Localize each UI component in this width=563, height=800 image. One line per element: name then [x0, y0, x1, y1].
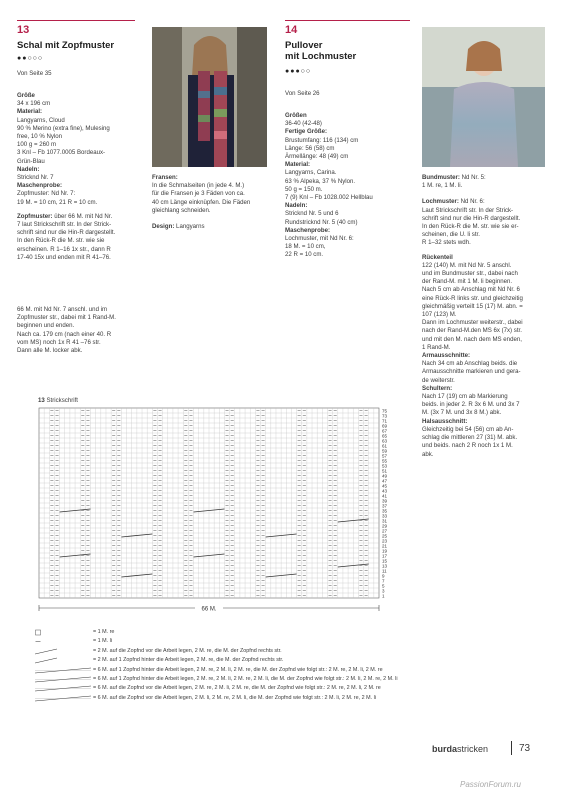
- pullover-photo-illustration: [422, 27, 545, 167]
- row-label: 5: [382, 583, 385, 589]
- legend-row: [35, 667, 383, 674]
- groesse-label: Größe: [17, 92, 35, 99]
- difficulty-rating: ●●○○○: [17, 55, 44, 62]
- legend-symbol-graphic: [35, 629, 93, 636]
- hals-text: Gleichzeitig bei 54 (56) cm ab An- schlag die mittleren 27 (31) M. abk. und beids. nach 2 R noch 1x 1 M. abk.: [422, 425, 518, 458]
- row-label: 35: [382, 508, 388, 514]
- footer-divider: [511, 741, 512, 755]
- material-value: Langyarns, Cloud 90 % Merino (extra fine), Mulesing free, 10 % Nylon 100 g = 260 m 3 Knl – Fb 1077.0005 Bordeaux- Grün-Blau: [17, 116, 110, 165]
- legend-text: = 2 M. auf die Zopfnd vor die Arbeit legen, 2 M. re, die M. der Zopfnd rechts str.: [93, 647, 282, 654]
- row-label: 63: [382, 438, 388, 444]
- schultern-text: Nach 17 (19) cm ab Markierung beids. in jeder 2. R 3x 6 M. und 3x 7 M. (3x 7 M. und 3x 8 M.) abk.: [422, 393, 520, 417]
- row-label: 25: [382, 533, 388, 539]
- pattern-title-14: Pullover mit Lochmuster: [285, 40, 357, 62]
- row-label: 1: [382, 593, 385, 599]
- legend-text: = 1 M. re: [93, 629, 115, 635]
- instructions-schal: [17, 92, 139, 262]
- legend-text: = 6 M. auf die Zopfnd vor die Arbeit legen, 2 M. li, 2 M. re, 2 M. li, die M. der Zopfnd wie folgt str.: 2 M. li, 2 M. re, 2 M. li: [93, 694, 376, 701]
- legend-symbol: [35, 648, 93, 655]
- maschenprobe-value: Zopfmuster: Nd Nr. 7: 19 M. = 10 cm, 21 R = 10 cm.: [17, 190, 98, 206]
- legend-row: [35, 638, 112, 645]
- nadeln-value: Stricknd Nr. 7: [17, 174, 54, 182]
- section-number-14: 14: [285, 24, 298, 36]
- row-label: 57: [382, 453, 388, 459]
- legend-symbol-graphic: [35, 648, 93, 655]
- legend-text: = 1 M. li: [93, 638, 113, 645]
- fransen-label: Fransen:: [152, 174, 178, 181]
- row-label: 49: [382, 473, 388, 479]
- page-reference: Von Seite 35: [17, 70, 52, 77]
- brand-logo: [432, 744, 488, 754]
- brand-light: stricken: [457, 744, 489, 754]
- width-label: 66 M.: [201, 606, 217, 613]
- section-number: 13: [17, 24, 30, 36]
- row-label: 13: [382, 563, 388, 569]
- fertige-label: Fertige Größe:: [285, 128, 327, 136]
- legend-symbol: [35, 695, 93, 702]
- legend-row: [35, 685, 381, 692]
- fertige-value: Brustumfang: 116 (134) cm Länge: 56 (58) cm Ärmellänge: 48 (49) cm: [285, 136, 359, 161]
- row-label: 7: [382, 578, 385, 584]
- groessen-label: Größen: [285, 112, 307, 119]
- row-label: 33: [382, 513, 388, 519]
- maschenprobe-value-14: Lochmuster, mit Nd Nr. 6: 18 M. = 10 cm, 22 R = 10 cm.: [285, 235, 354, 259]
- legend-symbol-graphic: [35, 667, 93, 674]
- page-number: 73: [519, 743, 531, 754]
- legend-symbol: [35, 657, 93, 664]
- row-label: 43: [382, 488, 388, 494]
- row-label: 53: [382, 463, 388, 469]
- fransen-text: In die Schmalseiten (in jede 4. M.) für die Fransen je 3 Fäden von ca. 40 cm Länge einknüpfen. Die Fäden gleichlang schneiden.: [152, 182, 251, 214]
- zopf-label: Zopfmuster:: [17, 212, 53, 220]
- hals-label: Halsausschnitt:: [422, 417, 468, 425]
- material-value-14: Langyarns, Carina. 63 % Alpeka, 37 % Nylon. 50 g = 150 m. 7 (9) Knl – Fb 1028.002 Hellblau: [285, 169, 373, 202]
- chart-number: 13: [38, 397, 45, 404]
- bund-label: Bundmuster:: [422, 174, 460, 181]
- design-label: Design:: [152, 223, 175, 231]
- row-label: 15: [382, 558, 388, 564]
- brand-bold: burda: [432, 744, 458, 754]
- nadeln-value-14: Stricknd Nr. 5 und 6 Rundstricknd Nr. 5 (40 cm): [285, 210, 358, 226]
- groessen-value: 36-40 (42-48): [285, 120, 322, 128]
- section-rule-14: [285, 20, 410, 21]
- row-label: 23: [382, 538, 388, 544]
- legend-symbol: [35, 638, 93, 645]
- row-label: 55: [382, 458, 388, 464]
- legend-symbol: [35, 629, 93, 636]
- photo-pullover: [422, 27, 545, 167]
- legend-symbol: [35, 685, 93, 692]
- row-label: 39: [382, 498, 388, 504]
- row-label: 45: [382, 483, 388, 489]
- row-label: 11: [382, 568, 387, 574]
- difficulty-rating-14: ●●●○○: [285, 68, 312, 75]
- legend-row: [35, 676, 398, 683]
- legend-row: [35, 629, 114, 636]
- legend-symbol-graphic: [35, 685, 93, 692]
- watermark: PassionForum.ru: [460, 780, 521, 789]
- row-label: 29: [382, 523, 388, 529]
- legend-text: = 6 M. auf die Zopfnd vor die Arbeit legen, 2 M. re, 2 M. li, 2 M. re, die M. der Zopfnd wie folgt str.: 2 M. re, 2 M. li, 2 M. re: [93, 685, 381, 692]
- legend-text: = 6 M. auf 1 Zopfnd hinter die Arbeit legen, 2 M. re, 2 M. li, 2 M. re, 2 M. li, die M. der Zopfnd wie folgt str.: 2 M. li, 2 M. re, 2 M. li: [93, 676, 398, 682]
- arm-text: Nach 34 cm ab Anschlag beids. die Armausschnitte markieren und gera- de weiterstr.: [422, 360, 521, 384]
- row-label: 65: [382, 433, 388, 439]
- legend-text: = 6 M. auf 1 Zopfnd hinter die Arbeit legen, 2 M. re, 2 M. li, 2 M. re, die M. der Zopfnd wie folgt str.: 2 M. re, 2 M. li, 2 M. re: [93, 666, 383, 673]
- design-value: Langyarns: [174, 223, 205, 231]
- arm-label: Armausschnitte:: [422, 352, 471, 360]
- legend-row: [35, 648, 282, 655]
- row-label: 21: [382, 543, 388, 549]
- legend-text: = 2 M. auf 1 Zopfnd hinter die Arbeit legen, 2 M. re, die M. der Zopfnd rechts str.: [93, 657, 284, 664]
- fransen-block: [152, 174, 277, 231]
- scarf-photo-illustration: [152, 27, 267, 167]
- loch-label: Lochmuster:: [422, 198, 459, 206]
- legend-symbol: [35, 667, 93, 674]
- bund-text: Nd Nr. 5: 1 M. re, 1 M. li.: [422, 174, 486, 190]
- legend-row: [35, 657, 283, 664]
- material-label-14: Material:: [285, 161, 311, 169]
- chart-label: Strickschrift: [46, 397, 78, 404]
- row-label: 9: [382, 573, 385, 579]
- row-label: 67: [382, 428, 388, 434]
- loch-text: Nd Nr. 6: Laut Strickschrift str. In der Strick- schrift sind nur die Hin-R dargestellt. In den Rück-R die M. str. wie sie er- scheinen, die U. li str. R 1–32 stets wdh.: [422, 198, 521, 247]
- legend-symbol-graphic: [35, 695, 93, 702]
- nadeln-label: Nadeln:: [17, 165, 40, 173]
- rueck-label: Rückenteil: [422, 253, 453, 261]
- row-label: 31: [382, 518, 388, 524]
- row-label: 59: [382, 448, 388, 454]
- legend-row: [35, 695, 376, 702]
- groesse-value: 34 x 196 cm: [17, 100, 51, 108]
- page-reference-14: Von Seite 26: [285, 90, 320, 97]
- legend-symbol-graphic: [35, 657, 93, 664]
- row-label: 27: [382, 528, 388, 534]
- row-label: 69: [382, 423, 388, 429]
- schultern-label: Schultern:: [422, 384, 453, 392]
- section-rule-13: [17, 20, 135, 21]
- row-label: 41: [382, 493, 388, 499]
- knitting-chart: [37, 406, 397, 618]
- instructions-pullover-2: [422, 174, 552, 459]
- row-label: 73: [382, 413, 388, 419]
- row-label: 19: [382, 548, 388, 554]
- row-label: 37: [382, 503, 388, 509]
- row-label: 75: [382, 408, 388, 414]
- nadeln-label-14: Nadeln:: [285, 202, 308, 210]
- rueck-text: 122 (140) M. mit Nd Nr. 5 anschl. und im Bundmuster str., dabei nach der Rand-M. mit 1 M. li beginnen. Nach 5 cm ab Anschlag mit Nd Nr. 6 eine Rück-R links str. und gleichzeitig gleichmäßig verteilt 15 (17) M. abn. = 107 (123) M. Dann im Lochmuster weiterstr., dabei nach der Rand-M.den MS 6x (7x) str. und mit den M. nach dem MS enden, 1 Rand-M.: [422, 261, 523, 351]
- schal-steps: 66 M. mit Nd Nr. 7 anschl. und im Zopfmuster str., dabei mit 1 Rand-M. beginnen und enden. Nach ca. 179 cm (nach einer 40. R vom MS) noch 1x R 41 –76 str. Dann alle M. locker abk.: [17, 306, 116, 355]
- row-label: 17: [382, 553, 388, 559]
- maschenprobe-label: Maschenprobe:: [17, 182, 63, 190]
- legend-symbol-graphic: [35, 638, 93, 645]
- row-label: 61: [382, 443, 388, 449]
- row-label: 51: [382, 468, 388, 474]
- pattern-title: Schal mit Zopfmuster: [17, 40, 115, 51]
- legend-symbol-graphic: [35, 676, 93, 683]
- zopf-value: über 66 M. mit Nd Nr. 7 laut Strickschrift str. In der Strick- schrift sind nur die Hin-R dargestellt. In den Rück-R die M. str. wie sie erscheinen. R 1–16 1x str., dann R 17-40 15x und enden mit R 41–76.: [17, 212, 116, 261]
- row-label: 47: [382, 478, 388, 484]
- legend-symbol: [35, 676, 93, 683]
- maschenprobe-label-14: Maschenprobe:: [285, 226, 331, 234]
- row-label: 71: [382, 418, 388, 424]
- instructions-pullover: [285, 112, 415, 260]
- photo-schal: [152, 27, 267, 167]
- material-label: Material:: [17, 108, 43, 116]
- row-label: 3: [382, 588, 385, 594]
- chart-caption: [38, 397, 78, 405]
